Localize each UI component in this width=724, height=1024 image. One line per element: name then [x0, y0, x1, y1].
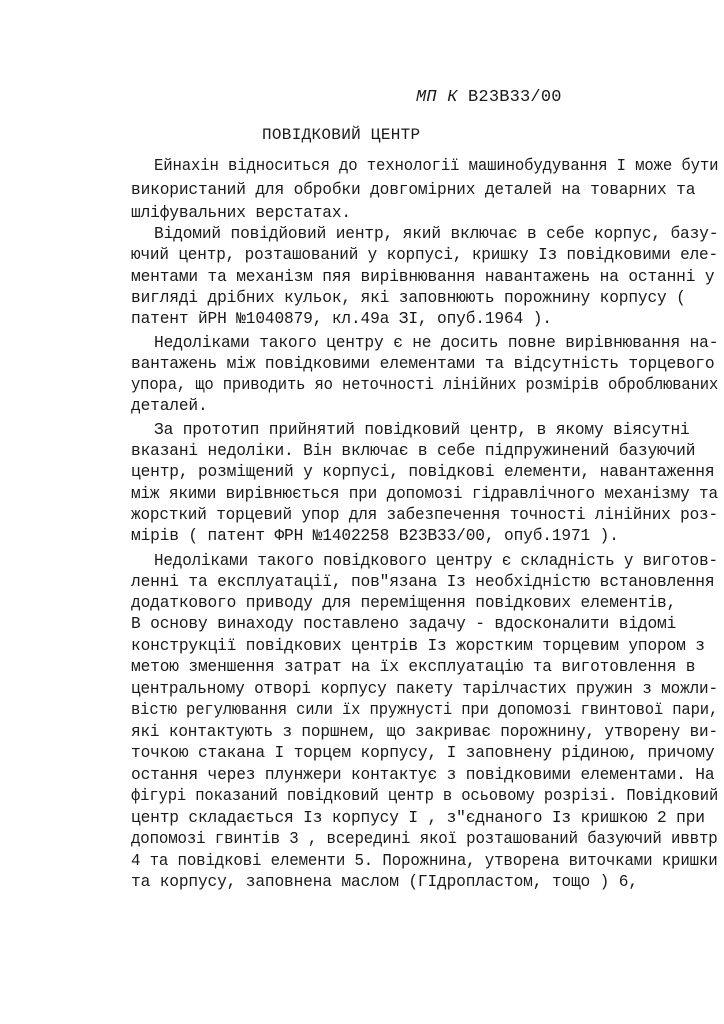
classification-value: B23B33/00 [468, 88, 562, 107]
body-line: Недоліками такого центру є не досить повне вирівнювання на- [154, 334, 719, 352]
body-line: В основу винаходу поставлено задачу - вдосконалити відомі [131, 615, 677, 633]
body-line: точкою стакана І торцем корпусу, І заповнену рідиною, причому [131, 744, 715, 762]
body-line: жорсткий торцевий упор для забезпечення точності лінійних роз- [131, 506, 718, 524]
body-line: допомозі гвинтів 3 , всередині якої розташований базуючий иввтр [131, 830, 718, 848]
body-line: ленні та експлуатації, пов"язана Із необхідністю встановлення [131, 573, 715, 591]
body-line: Ейнахін відноситься до технології машинобудування І може бути [154, 157, 719, 175]
document-title: ПОВІДКОВИЙ ЦЕНТР [262, 126, 421, 144]
body-line: ючий центр, розташований у корпусі, кришку Із повідковими еле- [131, 246, 718, 264]
body-line: Недоліками такого повідкового центру є складність у виготов- [154, 552, 718, 570]
classification-code [416, 88, 562, 107]
body-line: Відомий повідйовий иентр, який включає в себе корпус, базу- [154, 225, 719, 243]
body-line: метою зменшення затрат на їх експлуатацію та виготовлення в [131, 658, 696, 676]
body-line: остання через плунжери контактує з повідковими елементами. На [131, 766, 715, 784]
body-line: За прототип прийнятий повідковий центр, в якому віясутні [154, 421, 690, 439]
body-line: центр, розміщений у корпусі, повідкові елементи, навантаження [131, 463, 715, 481]
body-line: упора, що приводить яо неточності лінійних розмірів оброблюваних [131, 376, 719, 394]
body-line: центр складається Із корпусу І , з"єднаного Із кришкою 2 при [131, 809, 705, 827]
body-line: ментами та механізм пяя вирівнювання навантажень на останні у [131, 268, 715, 286]
body-line: деталей. [131, 397, 208, 415]
body-line: додаткового приводу для переміщення повідкових елементів, [131, 594, 677, 612]
body-line: шліфувальних верстатах. [131, 204, 351, 222]
body-line: конструкції повідкових центрів Із жорстким торцевим упором з [131, 637, 705, 655]
body-line: 4 та повідкові елементи 5. Порожнина, утворена виточками кришки [131, 852, 718, 870]
body-line: патент йРН №1040879, кл.49а ЗІ, опуб.1964 ). [131, 310, 552, 328]
body-line: центральному отворі корпусу пакету тарілчастих пружин з можли- [131, 680, 718, 698]
body-line: фігурі показаний повідковий центр в осьовому розрізі. Повідковий [131, 787, 719, 805]
body-line: мірів ( патент ФРН №1402258 B23B33/00, опуб.1971 ). [131, 527, 619, 545]
classification-prefix: МП К [416, 88, 458, 107]
body-line: які контактують з поршнем, що закриває порожнину, утворену ви- [131, 723, 718, 741]
body-line: вантажень між повідковими елементами та відсутність торцевого [131, 355, 715, 373]
body-line: та корпусу, заповнена маслом (ГІдропластом, тощо ) 6, [131, 873, 638, 891]
body-line: вказані недоліки. Він включає в себе підпружинений базуючий [131, 442, 696, 460]
body-line: між якими вирівнюється при допомозі гідравлічного механізму та [131, 485, 718, 503]
body-line: вигляді дрібних кульок, які заповнюють порожнину корпусу ( [131, 289, 686, 307]
body-line: використаний для обробки довгомірних деталей на товарних та [131, 181, 696, 199]
body-line: вістю регулювання сили їх пружнусті при допомозі гвинтової пари, [131, 701, 719, 719]
